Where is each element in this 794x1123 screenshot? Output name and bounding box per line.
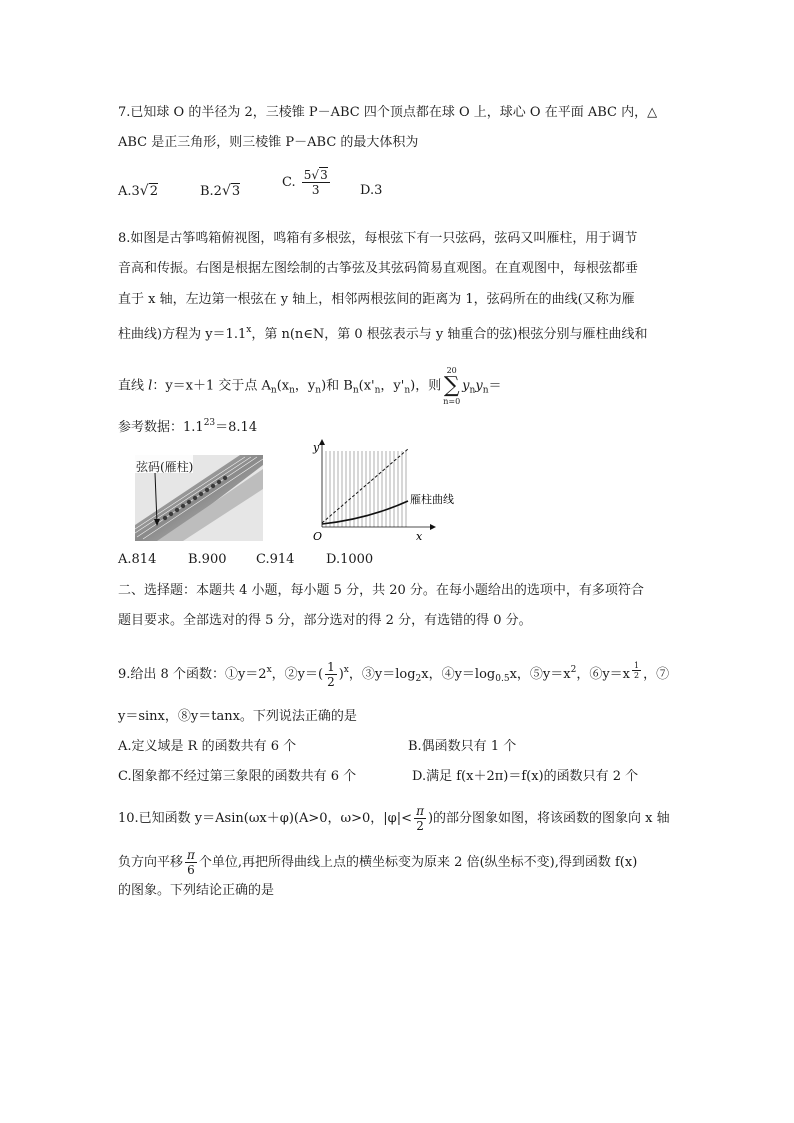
q7-option-c: C. $\frac{5√3}{3}$ bbox=[282, 168, 328, 197]
q8-stem-line-4: 柱曲线)方程为 $y=1.1^x$，第 n(n∈N，第 0 根弦表示与 y 轴重合的弦)根弦分别与雁柱曲线和 bbox=[118, 325, 648, 342]
q8-stem-line-2: 音高和传振。右图是根据左图绘制的古筝弦及其弦码简易直观图。在直观图中，每根弦都垂 bbox=[118, 261, 639, 276]
q9-stem-line-2: y＝sinx，⑧y＝tanx。下列说法正确的是 bbox=[118, 709, 357, 724]
q7-option-d: D.3 bbox=[360, 183, 383, 198]
string-graph bbox=[308, 437, 454, 547]
q8-option-a: A.814 bbox=[118, 552, 157, 567]
line-l bbox=[322, 449, 408, 523]
q10-stem-line-2: 负方向平移 $\frac{\pi}{6}$ 个单位,再把所得曲线上点的横坐标变为原来 2 倍(纵坐标不变),得到函数 f(x) bbox=[118, 848, 638, 877]
q8-stem-line-1: 8.如图是古筝鸣箱俯视图，鸣箱有多根弦，每根弦下有一只弦码，弦码又叫雁柱，用于调节 bbox=[118, 231, 638, 246]
q9-option-c: C.图象都不经过第三象限的函数共有 6 个 bbox=[118, 769, 357, 784]
q9-option-b: B.偶函数只有 1 个 bbox=[408, 739, 517, 754]
y-axis-label: y bbox=[313, 441, 320, 454]
q8-option-d: D.1000 bbox=[326, 552, 374, 567]
q9-option-d: D.满足 f(x＋2π)＝f(x)的函数只有 2 个 bbox=[412, 769, 639, 784]
q8-reference-data: 参考数据：$1.1^{23}=8.14$ bbox=[118, 418, 258, 435]
q8-stem-line-3: 直于 x 轴，左边第一根弦在 y 轴上，相邻两根弦间的距离为 1，弦码所在的曲线(又称为雁 bbox=[118, 292, 635, 307]
q10-stem-line-1: 10.已知函数 y＝Asin(ωx＋φ)(A>0，ω>0，|φ|< $\frac{\pi}{2}$ )的部分图象如图，将该函数的图象向 x 轴 bbox=[118, 804, 670, 833]
origin-label: O bbox=[313, 530, 323, 543]
q8-stem-line-5: 直线 l：y＝x＋1 交于点 $A_n(x_n$，$y_n$)和 $B_n(x'_n$，$y'_n$)，则 20 ∑ n=0 $y_ny_n=$ bbox=[118, 366, 502, 406]
curve-label: 雁柱曲线 bbox=[410, 493, 454, 506]
q10-stem-line-3: 的图象。下列结论正确的是 bbox=[118, 883, 275, 898]
section-2-heading-line-1: 二、选择题：本题共 4 小题，每小题 5 分，共 20 分。在每小题给出的选项中，有多项符合 bbox=[118, 583, 644, 598]
q8-option-b: B.900 bbox=[188, 552, 227, 567]
x-axis-label: x bbox=[416, 530, 423, 543]
q8-option-c: C.914 bbox=[256, 552, 295, 567]
guzheng-photo-label: 弦码(雁柱) bbox=[136, 460, 194, 474]
q7-option-a: A.3√2 bbox=[118, 183, 158, 199]
q7-stem-line-1: 7.已知球 O 的半径为 2，三棱锥 P－ABC 四个顶点都在球 O 上，球心 O 在平面 ABC 内，△ bbox=[118, 105, 658, 120]
section-2-heading-line-2: 题目要求。全部选对的得 5 分，部分选对的得 2 分，有选错的得 0 分。 bbox=[118, 613, 532, 628]
q7-option-b: B.2√3 bbox=[200, 183, 241, 199]
summation-symbol: 20 ∑ n=0 bbox=[443, 366, 461, 406]
q9-stem-line-1: 9.给出 8 个函数：$①y=2^x$，②y＝( $\frac{1}{2}$ )$^x$，$③y=\log_2x$，$④y=\log_{0.5}x$，$⑤y=x^2$，⑥y＝x $\frac{1}{2}$ ，⑦ bbox=[118, 660, 670, 689]
q7-option-c-fraction: $\frac{5√3}{3}$ bbox=[303, 168, 328, 197]
q9-option-a: A.定义域是 R 的函数共有 6 个 bbox=[118, 739, 297, 754]
q7-stem-line-2: ABC 是正三角形，则三棱锥 P－ABC 的最大体积为 bbox=[118, 135, 419, 150]
